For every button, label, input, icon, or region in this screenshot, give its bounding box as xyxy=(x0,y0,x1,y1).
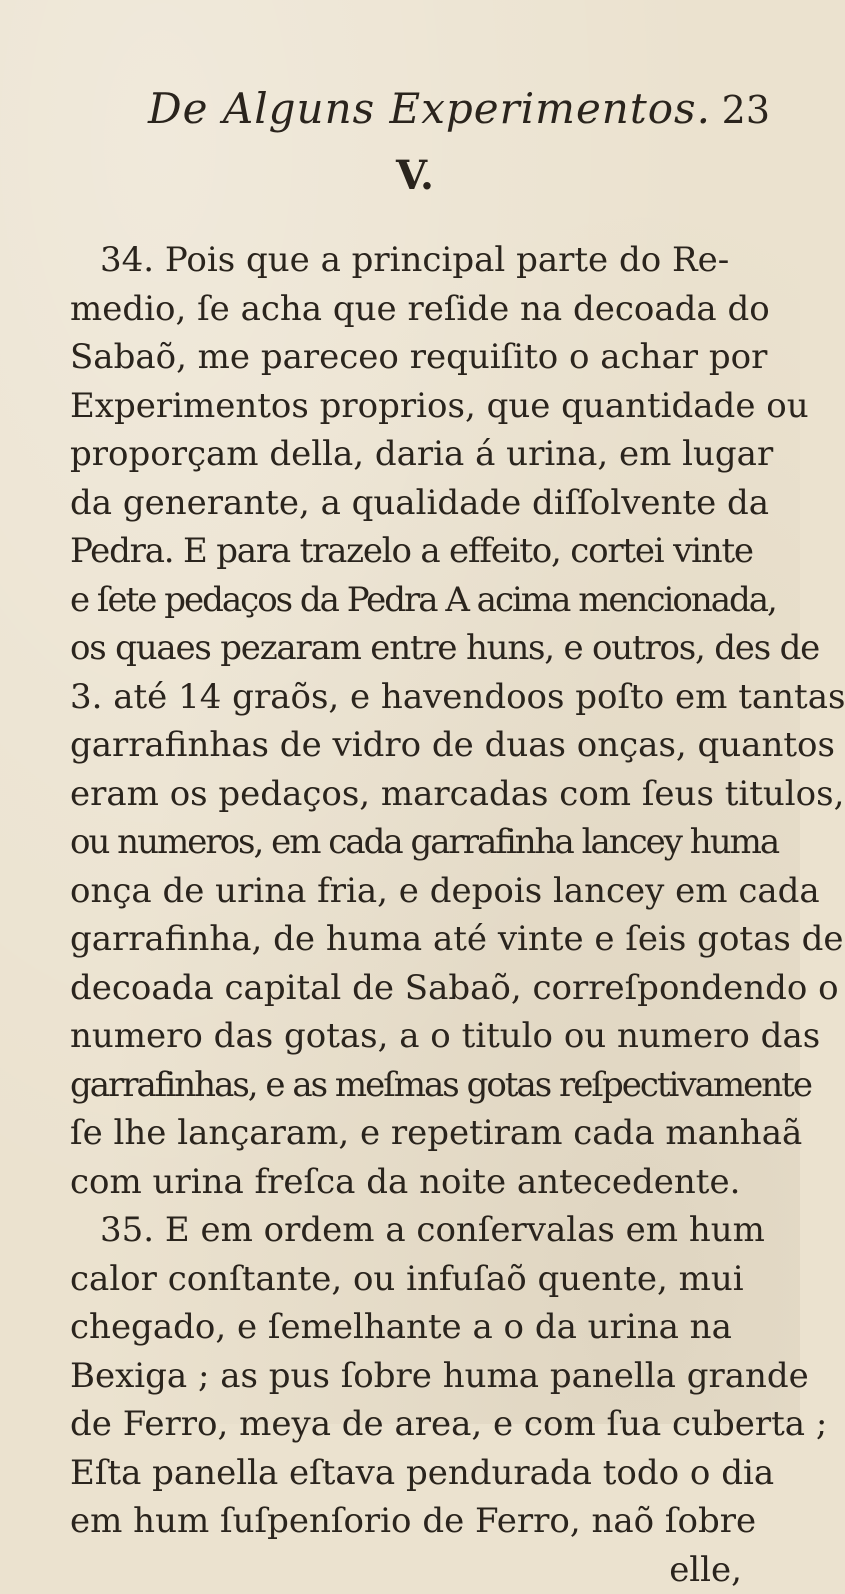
text-line: ou numeros, em cada garrafinha lancey huma xyxy=(70,818,760,867)
text-line: em hum ſuſpenſorio de Ferro, naõ ſobre xyxy=(70,1497,760,1546)
text-line: numero das gotas, a o titulo ou numero das xyxy=(70,1012,760,1061)
text-line: com urina freſca da noite antecedente. xyxy=(70,1158,760,1207)
body-text xyxy=(70,236,760,1594)
text-line: medio, ſe acha que reſide na decoada do xyxy=(70,285,760,334)
text-line: 34. Pois que a principal parte do Re- xyxy=(70,236,760,285)
text-line: garrafinha, de huma até vinte e ſeis gotas de xyxy=(70,915,760,964)
text-line: da generante, a qualidade diſſolvente da xyxy=(70,479,760,528)
running-head xyxy=(148,84,788,144)
text-line: ſe lhe lançaram, e repetiram cada manhaã xyxy=(70,1109,760,1158)
text-line: Eſta panella eſtava pendurada todo o dia xyxy=(70,1449,760,1498)
text-line: 3. até 14 graõs, e havendoos poſto em tantas xyxy=(70,673,760,722)
text-line: de Ferro, meya de area, e com ſua cuberta ; xyxy=(70,1400,760,1449)
text-line: Experimentos proprios, que quantidade ou xyxy=(70,382,760,431)
running-title: De Alguns Experimentos. xyxy=(148,84,711,133)
text-line: decoada capital de Sabaõ, correſpondendo o xyxy=(70,964,760,1013)
text-line: proporçam della, daria á urina, em lugar xyxy=(70,430,760,479)
text-line: os quaes pezaram entre huns, e outros, des de xyxy=(70,624,760,673)
catchword: elle, xyxy=(70,1546,760,1594)
text-line: garrafinhas, e as meſmas gotas reſpectivamente xyxy=(70,1061,760,1110)
text-line: Bexiga ; as pus ſobre huma panella grande xyxy=(70,1352,760,1401)
text-line: onça de urina fria, e depois lancey em cada xyxy=(70,867,760,916)
text-line: e ſete pedaços da Pedra A acima mencionada, xyxy=(70,576,760,625)
text-line: garrafinhas de vidro de duas onças, quantos xyxy=(70,721,760,770)
section-number: V. xyxy=(0,152,800,199)
text-line: eram os pedaços, marcadas com ſeus titulos, xyxy=(70,770,760,819)
page-number: 23 xyxy=(722,88,770,132)
text-line: chegado, e ſemelhante a o da urina na xyxy=(70,1303,760,1352)
text-line: Sabaõ, me pareceo requiſito o achar por xyxy=(70,333,760,382)
text-line: 35. E em ordem a conſervalas em hum xyxy=(70,1206,760,1255)
text-line: Pedra. E para trazelo a effeito, cortei vinte xyxy=(70,527,760,576)
text-line: calor conſtante, ou infuſaõ quente, mui xyxy=(70,1255,760,1304)
